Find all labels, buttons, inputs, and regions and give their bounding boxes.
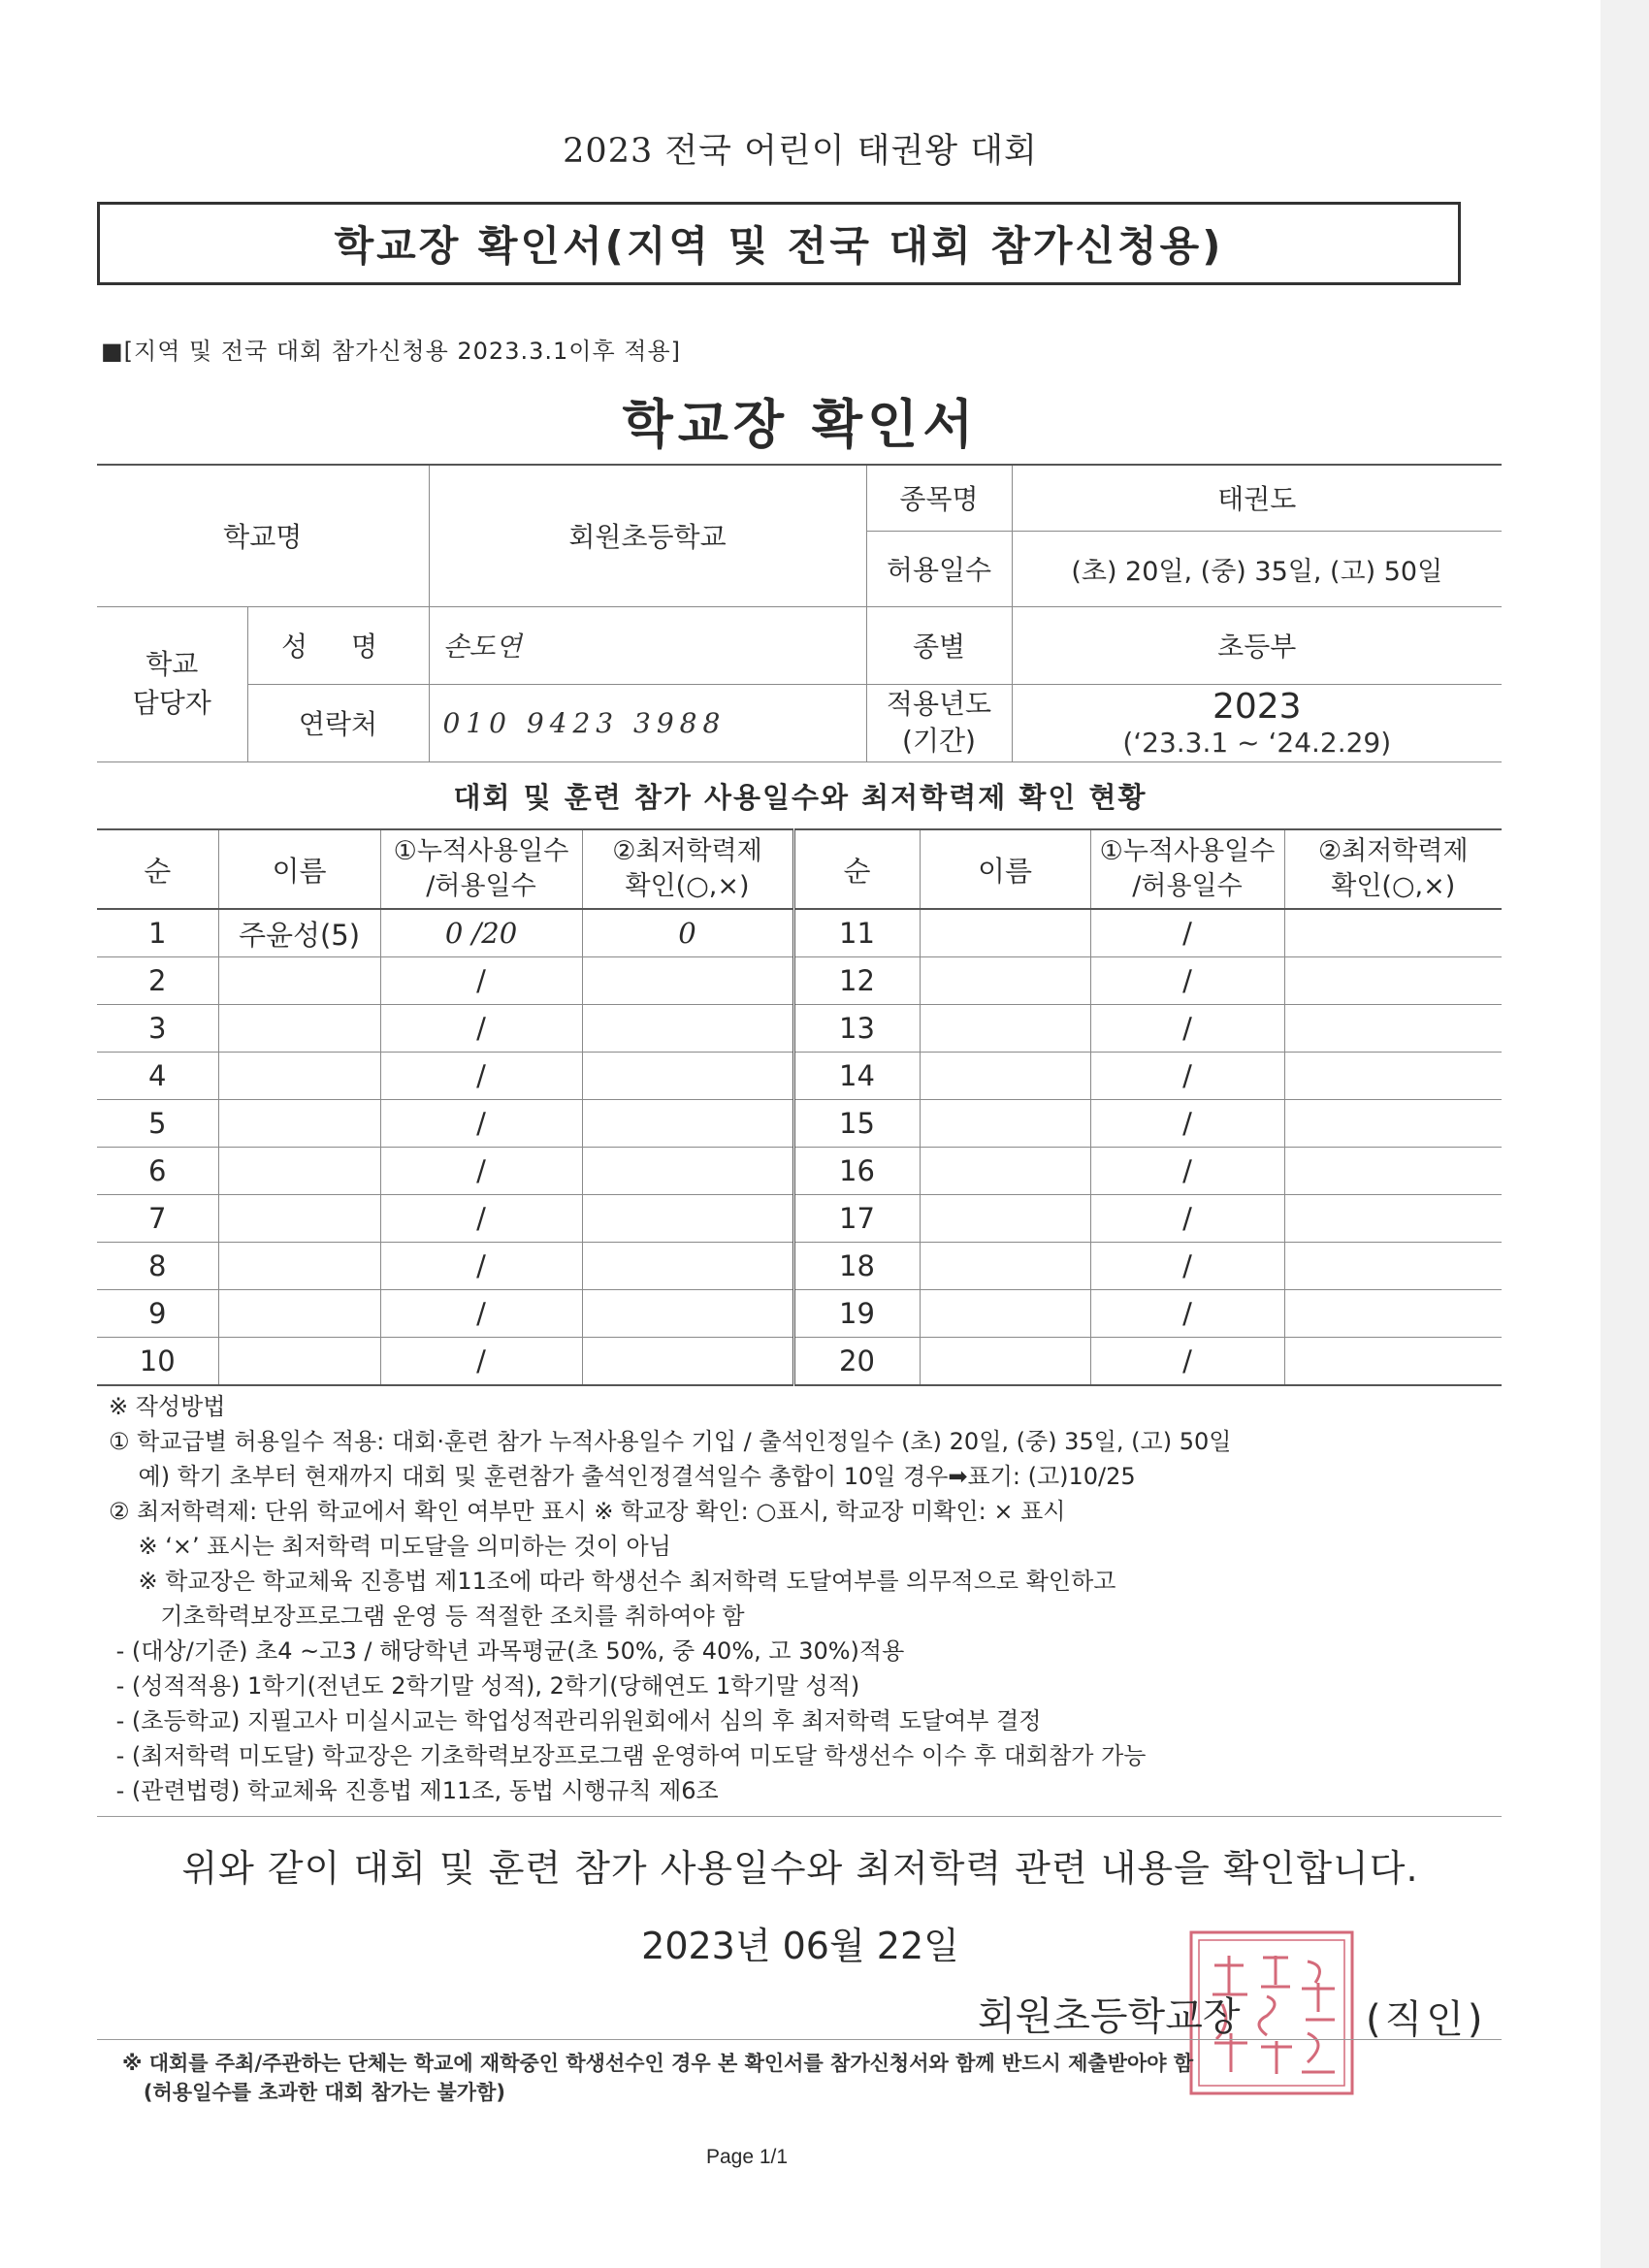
page-number: Page 1/1: [705, 2146, 789, 2168]
row-no: 10: [97, 1338, 218, 1386]
footnote-line: (허용일수를 초과한 대회 참가는 불가함): [122, 2081, 505, 2104]
row-used-days: /: [380, 1338, 582, 1386]
row-no: 16: [793, 1148, 920, 1195]
allowed-days-label: 허용일수: [866, 531, 1012, 606]
row-no: 1: [97, 909, 218, 957]
row-name: [920, 1338, 1090, 1386]
row-no: 9: [97, 1290, 218, 1338]
row-name: [920, 1290, 1090, 1338]
row-no: 4: [97, 1053, 218, 1100]
row-used-days: /: [1090, 1338, 1284, 1386]
col-header-check: ②최저학력제 확인(○,×): [582, 829, 793, 909]
row-check: [582, 957, 793, 1005]
instruction-line: - (초등학교) 지필고사 미실시교는 학업성적관리위원회에서 심의 후 최저학력 도달여부 결정: [109, 1707, 1042, 1734]
row-check: 0: [582, 909, 793, 957]
seal-label: (직인): [1366, 1997, 1487, 2042]
row-no: 6: [97, 1148, 218, 1195]
division-label: 종별: [866, 606, 1012, 684]
participation-table: [97, 828, 1502, 1386]
table-row: [97, 1005, 1502, 1053]
row-no: 19: [793, 1290, 920, 1338]
row-no: 7: [97, 1195, 218, 1243]
row-no: 14: [793, 1053, 920, 1100]
row-used-days: /: [1090, 1005, 1284, 1053]
section-title: 대회 및 훈련 참가 사용일수와 최저학력제 확인 현황: [453, 781, 1148, 814]
row-used-days: /: [1090, 1148, 1284, 1195]
row-name: [920, 1100, 1090, 1148]
row-name: [218, 957, 380, 1005]
row-used-days: /: [380, 957, 582, 1005]
row-used-days: /: [1090, 1243, 1284, 1290]
row-no: 20: [793, 1338, 920, 1386]
sport-value: 태권도: [1012, 465, 1502, 531]
row-no: 12: [793, 957, 920, 1005]
row-name: [218, 1053, 380, 1100]
scan-edge: [1600, 0, 1649, 2268]
year-period: (‘23.3.1 ~ ‘24.2.29): [1122, 727, 1392, 759]
row-check: [582, 1005, 793, 1053]
col-header-no: 순: [97, 829, 218, 909]
year-cell: [1012, 684, 1502, 761]
instruction-line: ※ 학교장은 학교체육 진흥법 제11조에 따라 학생선수 최저학력 도달여부를 의무적으로 확인하고: [109, 1568, 1116, 1595]
row-check: [582, 1195, 793, 1243]
row-no: 8: [97, 1243, 218, 1290]
issue-date: 2023년 06월 22일: [641, 1925, 959, 1967]
table-row: [97, 1053, 1502, 1100]
row-check: [1284, 1148, 1502, 1195]
allowed-days-value: (초) 20일, (중) 35일, (고) 50일: [1012, 531, 1502, 606]
row-check: [582, 1290, 793, 1338]
row-check: [1284, 1100, 1502, 1148]
row-name: [218, 1148, 380, 1195]
contact-label: 연락처: [247, 684, 429, 761]
row-used-days: /: [380, 1148, 582, 1195]
year-value: 2023: [1212, 687, 1302, 727]
footnote-divider: [97, 2039, 1502, 2040]
name-label: 성 명: [247, 606, 429, 684]
instruction-line: - (대상/기준) 초4 ~고3 / 해당학년 과목평균(초 50%, 중 40%, 고 30%)적용: [109, 1637, 905, 1665]
instruction-line: - (성적적용) 1학기(전년도 2학기말 성적), 2학기(당해연도 1학기말 성적): [109, 1672, 860, 1700]
row-name: [218, 1005, 380, 1053]
info-table: [97, 464, 1502, 762]
row-no: 18: [793, 1243, 920, 1290]
footnote: [122, 2049, 1193, 2107]
school-label: 학교명: [97, 465, 429, 606]
instruction-line: 기초학력보장프로그램 운영 등 적절한 조치를 취하여야 함: [109, 1603, 745, 1630]
col-header-no-right: 순: [793, 829, 920, 909]
row-check: [1284, 1243, 1502, 1290]
division-value: 초등부: [1012, 606, 1502, 684]
row-check: [582, 1243, 793, 1290]
row-used-days: /: [1090, 1290, 1284, 1338]
row-used-days: 0 /20: [380, 909, 582, 957]
row-check: [1284, 1005, 1502, 1053]
row-no: 11: [793, 909, 920, 957]
row-check: [1284, 1195, 1502, 1243]
row-used-days: /: [380, 1100, 582, 1148]
row-used-days: /: [1090, 1053, 1284, 1100]
instruction-line: ① 학교급별 허용일수 적용: 대회·훈련 참가 누적사용일수 기입 / 출석인정일수 (초) 20일, (중) 35일, (고) 50일: [109, 1428, 1232, 1455]
event-title: 2023 전국 어린이 태권왕 대회: [563, 132, 1038, 171]
row-check: [1284, 957, 1502, 1005]
row-name: [218, 1100, 380, 1148]
row-check: [1284, 909, 1502, 957]
row-used-days: /: [380, 1290, 582, 1338]
row-name: [218, 1290, 380, 1338]
row-used-days: /: [380, 1195, 582, 1243]
table-row: [97, 1195, 1502, 1243]
row-no: 2: [97, 957, 218, 1005]
table-row: [97, 1100, 1502, 1148]
instruction-line: - (최저학력 미도달) 학교장은 기초학력보장프로그램 운영하여 미도달 학생선수 이수 후 대회참가 가능: [109, 1742, 1147, 1769]
manager-label: 학교 담당자: [97, 606, 247, 761]
row-check: [582, 1053, 793, 1100]
confirmation-statement: 위와 같이 대회 및 훈련 참가 사용일수와 최저학력 관련 내용을 확인합니다.: [181, 1847, 1419, 1890]
row-name: [218, 1195, 380, 1243]
row-check: [582, 1338, 793, 1386]
form-title-box: [97, 202, 1461, 285]
row-name: [218, 1338, 380, 1386]
row-name: [920, 957, 1090, 1005]
table-row: [97, 1243, 1502, 1290]
row-no: 13: [793, 1005, 920, 1053]
row-used-days: /: [1090, 1100, 1284, 1148]
row-name: [218, 1243, 380, 1290]
row-no: 15: [793, 1100, 920, 1148]
col-header-used: ①누적사용일수 /허용일수: [380, 829, 582, 909]
footnote-line: ※ 대회를 주최/주관하는 단체는 학교에 재학중인 학생선수인 경우 본 확인서를 참가신청서와 함께 반드시 제출받아야 함: [122, 2052, 1194, 2075]
row-check: [582, 1100, 793, 1148]
table-row: [97, 909, 1502, 957]
application-note: ■[지역 및 전국 대회 참가신청용 2023.3.1이후 적용]: [101, 338, 681, 365]
document-title: 학교장 확인서: [622, 394, 979, 455]
row-check: [1284, 1338, 1502, 1386]
sport-label: 종목명: [866, 465, 1012, 531]
row-used-days: /: [380, 1053, 582, 1100]
manager-name-handwritten: 손도연: [429, 606, 866, 684]
row-no: 17: [793, 1195, 920, 1243]
row-name: [920, 1148, 1090, 1195]
contact-handwritten: 010 9423 3988: [429, 684, 866, 761]
instruction-line: ※ ‘×’ 표시는 최저학력 미도달을 의미하는 것이 아님: [109, 1533, 671, 1560]
form-title: 학교장 확인서(지역 및 전국 대회 참가신청용): [334, 222, 1224, 270]
table-row: [97, 1148, 1502, 1195]
table-row: [97, 957, 1502, 1005]
row-name: 주윤성(5): [218, 909, 380, 957]
row-used-days: /: [1090, 957, 1284, 1005]
col-header-name-right: 이름: [920, 829, 1090, 909]
row-name: [920, 1243, 1090, 1290]
instruction-line: - (관련법령) 학교체육 진흥법 제11조, 동법 시행규칙 제6조: [109, 1777, 719, 1804]
col-header-used-right: ①누적사용일수 /허용일수: [1090, 829, 1284, 909]
signer-name: 회원초등학교장: [978, 1994, 1241, 2039]
instruction-line: ※ 작성방법: [109, 1393, 226, 1420]
row-used-days: /: [1090, 909, 1284, 957]
year-label: 적용년도 (기간): [866, 684, 1012, 761]
row-used-days: /: [1090, 1195, 1284, 1243]
col-header-check-right: ②최저학력제 확인(○,×): [1284, 829, 1502, 909]
row-name: [920, 1195, 1090, 1243]
instructions: [109, 1389, 1486, 1808]
row-name: [920, 1005, 1090, 1053]
instruction-line: ② 최저학력제: 단위 학교에서 확인 여부만 표시 ※ 학교장 확인: ○표시, 학교장 미확인: × 표시: [109, 1498, 1066, 1525]
table-row: [97, 1290, 1502, 1338]
divider: [97, 1816, 1502, 1817]
instruction-line: 예) 학기 초부터 현재까지 대회 및 훈련참가 출석인정결석일수 총합이 10일 경우➡표기: (고)10/25: [109, 1463, 1136, 1490]
row-no: 3: [97, 1005, 218, 1053]
table-row: [97, 1338, 1502, 1386]
row-name: [920, 1053, 1090, 1100]
row-used-days: /: [380, 1243, 582, 1290]
row-name: [920, 909, 1090, 957]
row-check: [582, 1148, 793, 1195]
school-value: 회원초등학교: [429, 465, 866, 606]
row-check: [1284, 1053, 1502, 1100]
col-header-name: 이름: [218, 829, 380, 909]
row-check: [1284, 1290, 1502, 1338]
row-used-days: /: [380, 1005, 582, 1053]
row-no: 5: [97, 1100, 218, 1148]
